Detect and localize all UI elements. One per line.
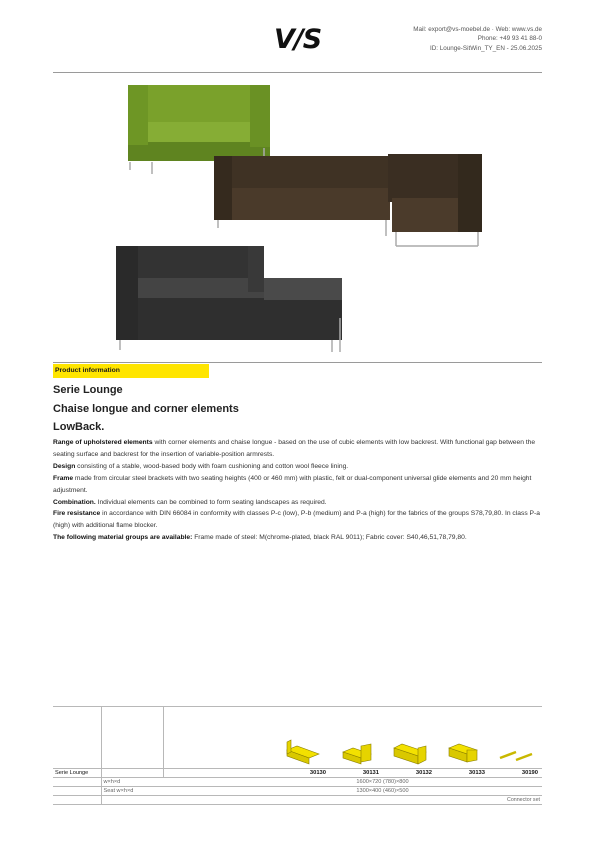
product-number-30131: 30131 [330,769,383,778]
document-id: ID: Lounge-SitWin_TY_EN - 25.06.2025 [429,44,542,52]
product-thumbnail-30190 [496,738,536,768]
brown-corner-sofa-image [214,154,482,246]
contact-info [413,25,542,53]
product-number-30132: 30132 [383,769,436,778]
connector-set-note: Connector set [489,796,542,805]
product-thumbnail-30133 [443,738,483,768]
grey-chaise-longue-image [116,246,342,352]
paragraph-fire-resistance: Fire resistance in accordance with DIN 66084 in conformity with classes P-c (low), P-b (medium) and P-a (high) for the fabrics of the groups S78,79,80. In class P-a (high) with additional flame blocker. [53,510,540,530]
series-title: Serie Lounge [53,384,123,396]
paragraph-combination: Combination. Individual elements can be combined to form seating landscapes as required. [53,498,327,506]
seat-dimension-value: 1300×400 (460)×500 [276,787,489,796]
product-hero-image [100,78,500,360]
product-thumbnail-30132 [390,738,430,768]
section-label: Product information [53,364,209,378]
contact-mail-web: Mail: export@vs-moebel.de · Web: www.vs.de [413,26,542,33]
product-thumbnail-30130 [283,738,323,768]
paragraph-frame: Frame made from circular steel brackets with two seating heights (400 or 460 mm) with plastic, felt or dual-component universal glide elements and 20 mm height adjustment. [53,474,532,494]
paragraph-design: Design consisting of a stable, wood-based body with foam cushioning and cotton wool fleece lining. [53,462,349,470]
spec-table [53,706,542,805]
product-thumbnail-30131 [337,738,377,768]
series-label: Serie Lounge [53,769,101,778]
paragraph-materials: The following material groups are available: Frame made of steel: M(chrome-plated, black RAL 9011); Fabric cover: S40,46,51,78,79,80. [53,534,467,542]
paragraph-range: Range of upholstered elements with corner elements and chaise longue - based on the use of cubic elements with low backrest. With functional gap between the seating surface and backrest for the insertion of variable-position armrests. [53,439,536,458]
dimension-value: 1600×720 (780)×800 [276,778,489,787]
seat-dimension-label: Seat w×h×d [101,787,276,796]
vs-logo: V/S [274,24,322,55]
product-number-30130: 30130 [276,769,330,778]
product-subtitle: Chaise longue and corner elements [53,403,239,415]
header-divider [53,72,542,73]
dimension-label: w×h×d [101,778,276,787]
product-number-30133: 30133 [436,769,489,778]
contact-phone: Phone: +49 93 41 88-0 [477,35,542,43]
product-number-30190: 30190 [489,769,542,778]
product-description [53,437,543,544]
product-subtitle-lowback: LowBack. [53,421,105,433]
section-divider [53,362,542,363]
